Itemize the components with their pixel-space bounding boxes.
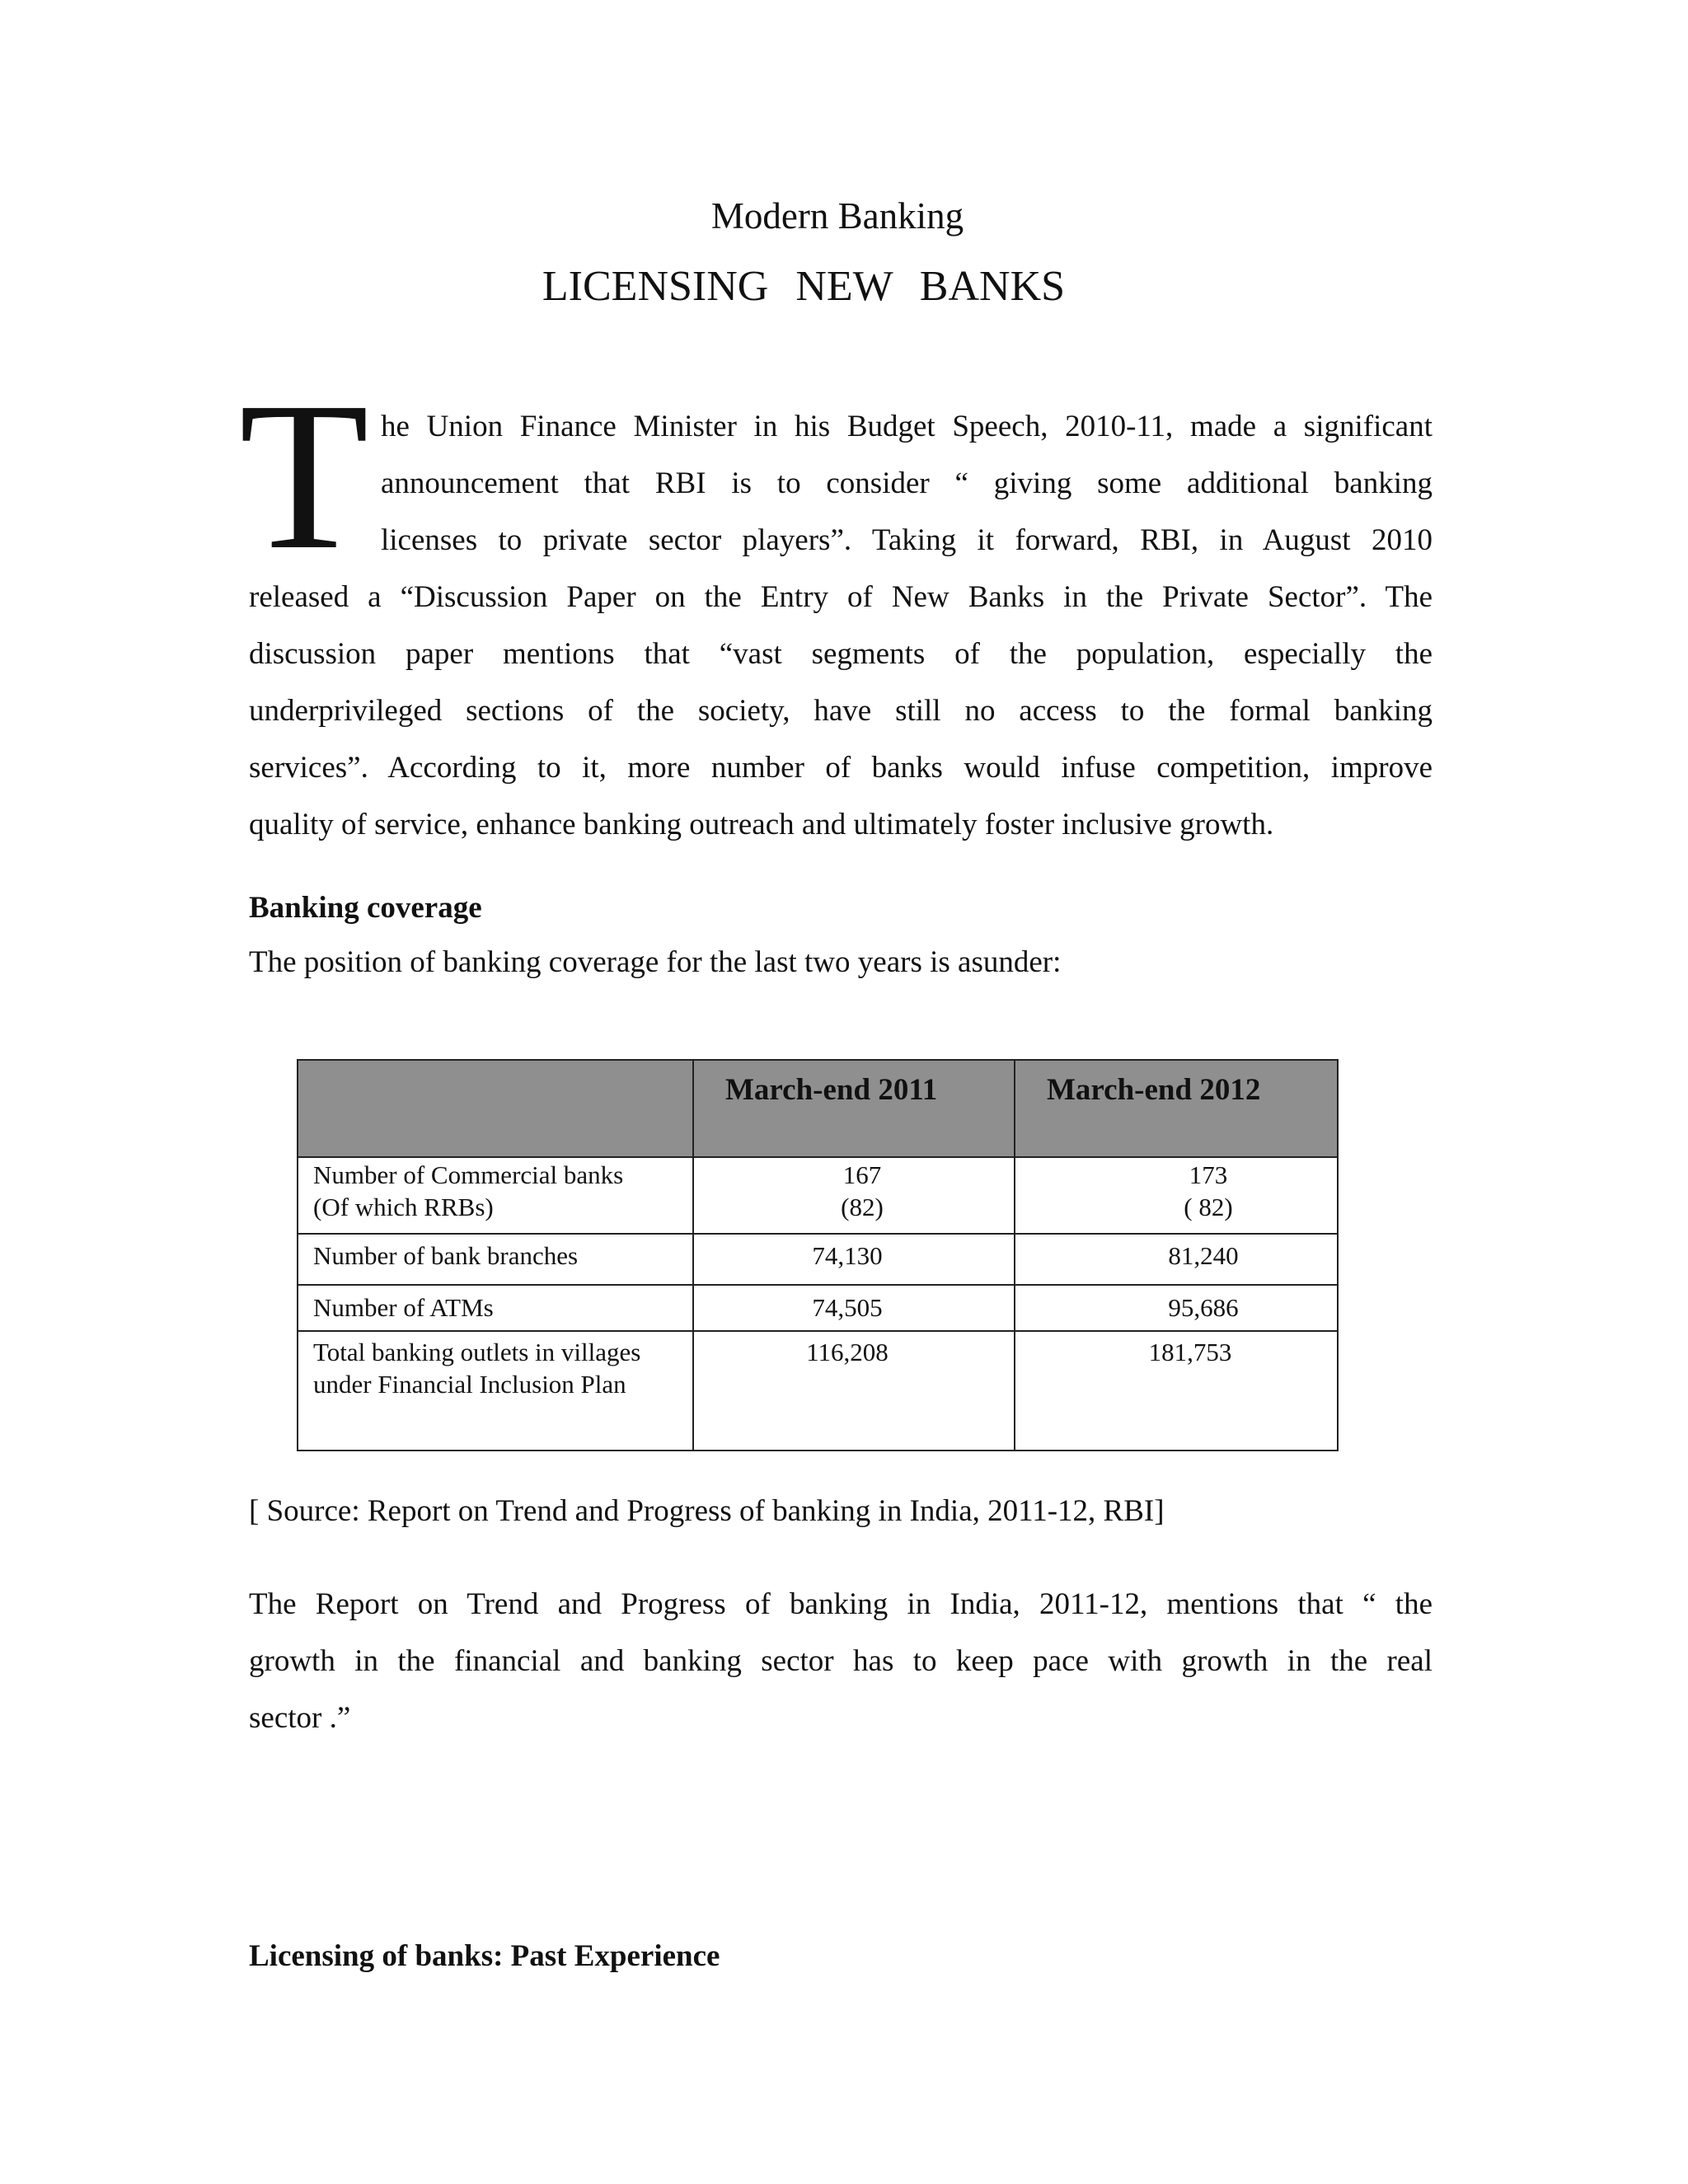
table-cell-2011: (82) (841, 1193, 884, 1221)
drop-cap: T (239, 358, 369, 593)
table-source: [ Source: Report on Trend and Progress of banking in India, 2011-12, RBI] (249, 1494, 1165, 1528)
table-cell-2012: ( 82) (1184, 1193, 1233, 1221)
banking-coverage-table (297, 1059, 1339, 1451)
table-header-2011: March-end 2011 (725, 1073, 938, 1107)
section-heading-past-experience: Licensing of banks: Past Experience (249, 1939, 720, 1973)
document-subtitle: Modern Banking (710, 195, 964, 237)
table-cell-2011: 74,130 (812, 1241, 883, 1270)
section-heading-banking-coverage: Banking coverage (249, 891, 482, 925)
intro-line: announcement that RBI is to consider “ giving some additional banking (381, 466, 1432, 500)
table-header-2012: March-end 2012 (1047, 1073, 1261, 1107)
coverage-lead: The position of banking coverage for the last two years is asunder: (249, 945, 1062, 979)
document-title: LICENSING NEW BANKS (542, 263, 1066, 310)
table-cell-2011: 74,505 (812, 1293, 883, 1322)
table-row-label: Total banking outlets in villages (313, 1338, 641, 1366)
intro-line: discussion paper mentions that “vast segments of the population, especially the (249, 637, 1432, 671)
intro-line: underprivileged sections of the society, have still no access to the formal banking (249, 694, 1432, 728)
report-line: sector .” (249, 1701, 351, 1735)
report-line: The Report on Trend and Progress of banking in India, 2011-12, mentions that “ the (249, 1587, 1432, 1621)
report-line: growth in the financial and banking sector has to keep pace with growth in the real (249, 1644, 1432, 1678)
table-cell-2011: 167 (842, 1160, 882, 1189)
table-row-label: Number of ATMs (313, 1293, 494, 1322)
table-row-label: (Of which RRBs) (313, 1193, 494, 1221)
intro-line: released a “Discussion Paper on the Entry of New Banks in the Private Sector”. The (249, 580, 1432, 614)
table-cell-2012: 95,686 (1168, 1293, 1239, 1322)
table-cell-2012: 81,240 (1168, 1241, 1239, 1270)
table-cell-2012: 173 (1189, 1160, 1228, 1189)
intro-line: licenses to private sector players”. Taking it forward, RBI, in August 2010 (381, 523, 1432, 557)
intro-line: services”. According to it, more number of banks would infuse competition, improve (249, 751, 1432, 785)
table-cell-2011: 116,208 (806, 1338, 889, 1366)
table-cell-2012: 181,753 (1148, 1338, 1232, 1366)
table-row-label: Number of bank branches (313, 1241, 579, 1270)
table-row-label: Number of Commercial banks (313, 1160, 624, 1189)
intro-line: quality of service, enhance banking outreach and ultimately foster inclusive growth. (249, 808, 1274, 841)
table-row-label: under Financial Inclusion Plan (313, 1370, 626, 1399)
intro-line: he Union Finance Minister in his Budget Speech, 2010-11, made a significant (381, 410, 1432, 443)
